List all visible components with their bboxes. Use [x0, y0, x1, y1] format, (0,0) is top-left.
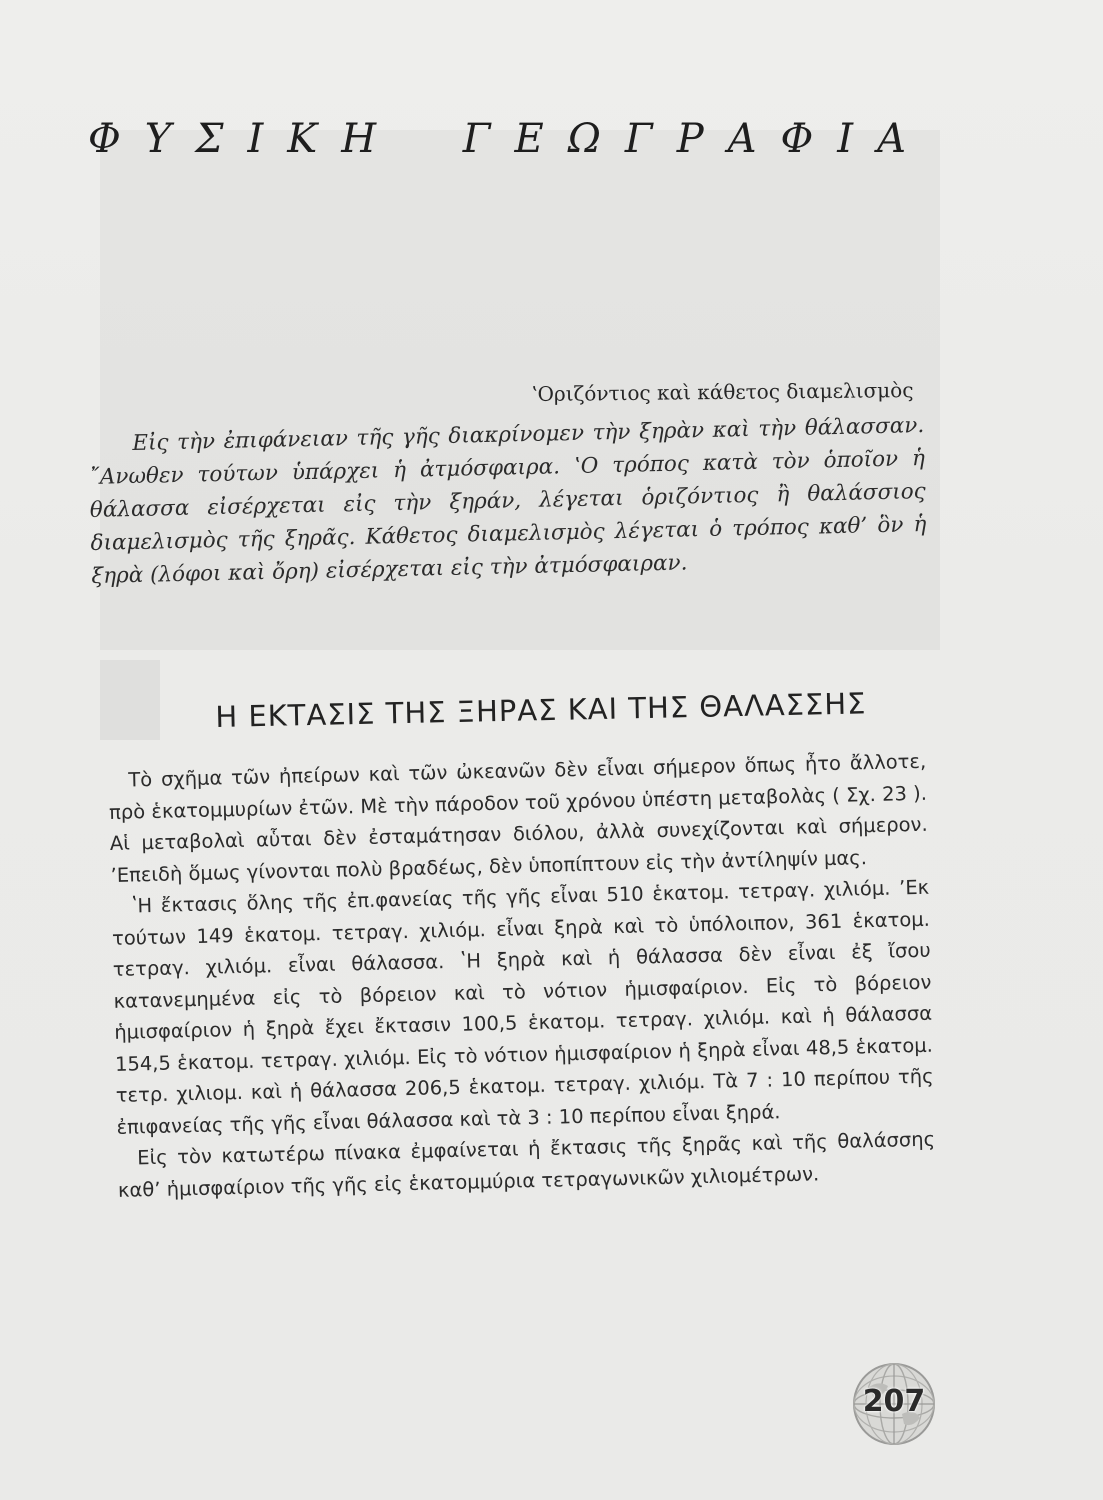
page-number-badge — [848, 1358, 940, 1450]
running-head — [88, 116, 908, 162]
section-title: Η ΕΚΤΑΣΙΣ ΤΗΣ ΞΗΡΑΣ ΚΑΙ ΤΗΣ ΘΑΛΑΣΣΗΣ — [215, 686, 867, 734]
intro-paragraph-text: Εἰς τὴν ἐπιφάνειαν τῆς γῆς διακρίνομεν τὴν ξηρὰν καὶ τὴν θάλασσαν. ῎Ανωθεν τούτων ὑπάρχει ἡ ἀτμόσφαιρα. ʽΟ τρόπος κατὰ τὸν ὁποῖον ἡ θάλασσα εἰσέρχεται εἰς τὴν ξηράν, λέγεται ὁριζόντιος ἢ θαλάσσιος διαμελισμὸς τῆς ξηρᾶς. Κάθετος διαμελισμὸς λέγεται ὁ τρόπος καθ’ ὃν ἡ ξηρὰ (λόφοι καὶ ὄρη) εἰσέρχεται εἰς τὴν ἀτμόσφαιραν. — [88, 413, 927, 589]
page-number: 207 — [862, 1384, 926, 1419]
running-head-letter: Φ — [780, 116, 816, 162]
running-head-letter: Ε — [514, 116, 546, 162]
show-through-mark — [100, 660, 160, 740]
running-head-letter: Η — [341, 116, 379, 162]
subheading: ʽΟριζόντιος καὶ κάθετος διαμελισμὸς — [530, 378, 914, 407]
intro-paragraph — [88, 409, 928, 593]
running-head-letter: Κ — [287, 116, 320, 162]
body-paragraph: Τὸ σχῆμα τῶν ἠπείρων καὶ τῶν ὠκεανῶν δὲν εἶναι σήμερον ὅπως ἦτο ἄλλοτε, πρὸ ἑκατομμυρίων ἐτῶν. Μὲ τὴν πάροδον τοῦ χρόνου ὑπέστη μεταβολὰς ( Σχ. 23 ). Αἱ μεταβολαὶ αὗται δὲν ἐσταμάτησαν διόλου, ἀλλὰ συνεχίζονται καὶ σήμερον. ʼΕπειδὴ ὅμως γίνονται πολὺ βραδέως, δὲν ὑποπίπτουν εἰς τὴν ἀντίληψίν μας. — [108, 749, 928, 887]
running-head-letter: Α — [877, 116, 908, 162]
running-head-letter: Σ — [195, 116, 226, 162]
running-head-letter: Γ — [624, 116, 655, 162]
running-head-letter: Ι — [837, 116, 856, 162]
body-paragraph: Εἰς τὸν κατωτέρω πίνακα ἐμφαίνεται ἡ ἔκτασις τῆς ξηρᾶς καὶ τῆς θαλάσσης καθ’ ἡμισφαίριον τῆς γῆς εἰς ἑκατομμύρια τετραγωνικῶν χιλιομέτρων. — [117, 1127, 936, 1202]
running-head-letter: Φ — [88, 116, 123, 162]
body-paragraph: ʽΗ ἔκτασις ὅλης τῆς ἐπ.φανείας τῆς γῆς εἶναι 510 ἑκατομ. τετραγ. χιλιόμ. ʼΕκ τούτων 149 ἑκατομ. τετραγ. χιλιόμ. εἶναι ξηρὰ καὶ τὸ ὑπόλοιπον, 361 ἑκατομ. τετραγ. χιλιόμ. εἶναι θάλασσα. ʽΗ ξηρὰ καὶ ἡ θάλασσα δὲν εἶναι ἐξ ἴσου κατανεμημένα εἰς τὸ βόρειον καὶ τὸ νότιον ἡμισφαίριον. Εἰς τὸ βόρειον ἡμισφαίριον ἡ ξηρὰ ἔχει ἔκτασιν 100,5 ἑκατομ. τετραγ. χιλιόμ. καὶ ἡ θάλασσα 154,5 ἑκατομ. τετραγ. χιλιόμ. Εἰς τὸ νότιον ἡμισφαίριον ἡ ξηρὰ εἶναι 48,5 ἑκατομ. τετρ. χιλιομ. καὶ ἡ θάλασσα 206,5 ἑκατομ. τετραγ. χιλιόμ. Τὰ 7 : 10 περίπου τῆς ἐπιφανείας τῆς γῆς εἶναι θάλασσα καὶ τὰ 3 : 10 περίπου εἶναι ξηρά. — [111, 875, 934, 1139]
running-head-letter: Γ — [462, 116, 493, 162]
running-head-letter: Ω — [567, 116, 603, 162]
running-head-letter: Ι — [247, 116, 266, 162]
running-head-letter: Α — [727, 116, 759, 162]
running-head-letter: Ρ — [676, 116, 706, 162]
running-head-word-2 — [463, 116, 908, 162]
body-text — [108, 746, 936, 1206]
running-head-word-1 — [88, 116, 378, 162]
running-head-letter: Υ — [144, 116, 174, 162]
